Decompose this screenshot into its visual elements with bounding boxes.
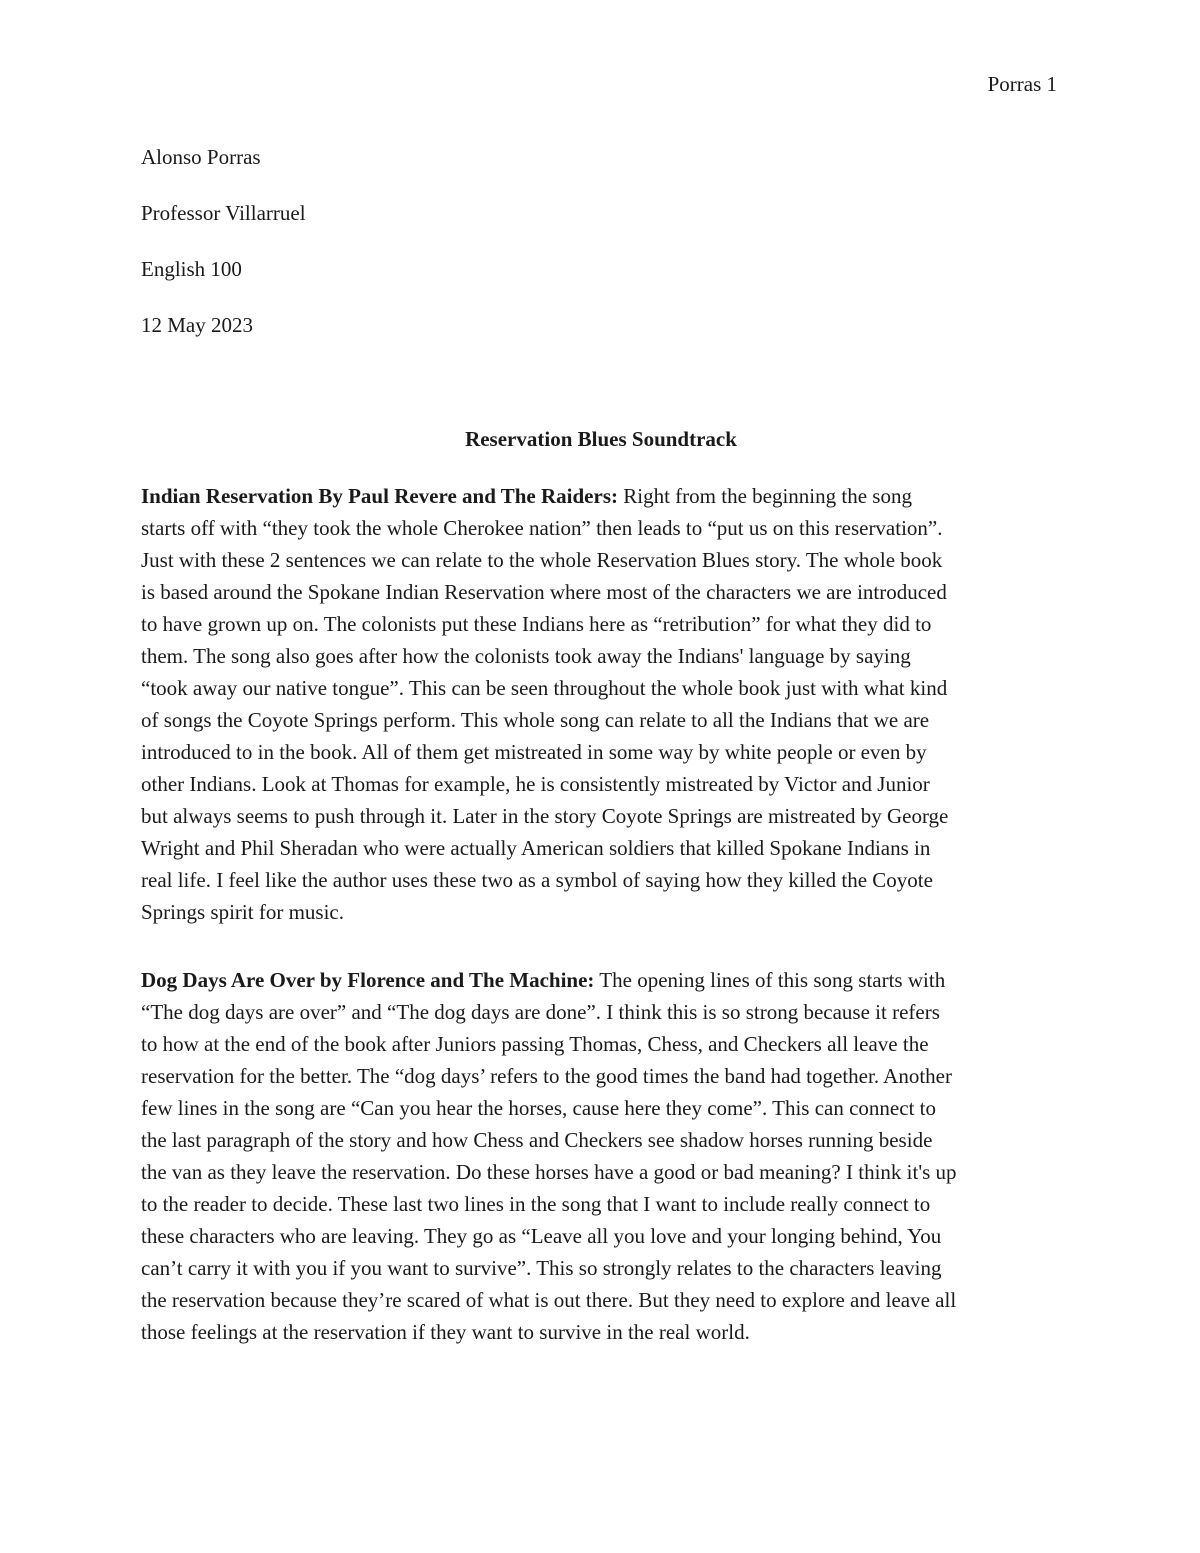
paragraph-line: “took away our native tongue”. This can be seen throughout the whole book just with what kind bbox=[141, 676, 948, 700]
song-heading: Dog Days Are Over by Florence and The Machine: bbox=[141, 968, 595, 992]
paragraph-line: the van as they leave the reservation. Do these horses have a good or bad meaning? I think it's up bbox=[141, 1160, 957, 1184]
paragraph-line: “The dog days are over” and “The dog days are done”. I think this is so strong because it refers bbox=[141, 1000, 940, 1024]
paragraph-line: few lines in the song are “Can you hear the horses, cause here they come”. This can connect to bbox=[141, 1096, 936, 1120]
paragraph-line: is based around the Spokane Indian Reservation where most of the characters we are introduced bbox=[141, 580, 947, 604]
paragraph-line: Just with these 2 sentences we can relate to the whole Reservation Blues story. The whole book bbox=[141, 548, 943, 572]
paragraph-line: the last paragraph of the story and how Chess and Checkers see shadow horses running beside bbox=[141, 1128, 933, 1152]
paragraph-line: of songs the Coyote Springs perform. This whole song can relate to all the Indians that we are bbox=[141, 708, 930, 732]
paragraph-line: to have grown up on. The colonists put these Indians here as “retribution” for what they did to bbox=[141, 612, 932, 636]
running-header: Porras 1 bbox=[987, 72, 1057, 96]
paragraph-line bbox=[141, 480, 1061, 512]
line-text: The opening lines of this song starts with bbox=[594, 968, 946, 992]
instructor-name: Professor Villarruel bbox=[141, 201, 306, 225]
paragraph-line: Springs spirit for music. bbox=[141, 900, 344, 924]
paragraph-line: these characters who are leaving. They go as “Leave all you love and your longing behind, You bbox=[141, 1224, 942, 1248]
paragraph-line: those feelings at the reservation if they want to survive in the real world. bbox=[141, 1320, 750, 1344]
song-heading: Indian Reservation By Paul Revere and The Raiders: bbox=[141, 484, 618, 508]
paragraph-line: reservation for the better. The “dog days’ refers to the good times the band had together. Another bbox=[141, 1064, 952, 1088]
paragraph-line: starts off with “they took the whole Cherokee nation” then leads to “put us on this reservation”. bbox=[141, 516, 943, 540]
paragraph-line: real life. I feel like the author uses these two as a symbol of saying how they killed the Coyote bbox=[141, 868, 933, 892]
paragraph-line: to the reader to decide. These last two lines in the song that I want to include really connect to bbox=[141, 1192, 931, 1216]
paragraph-line: can’t carry it with you if you want to survive”. This so strongly relates to the characters leaving bbox=[141, 1256, 942, 1280]
paragraph-line: them. The song also goes after how the colonists took away the Indians' language by saying bbox=[141, 644, 911, 668]
paragraph-dog-days bbox=[141, 964, 1061, 1348]
document-title: Reservation Blues Soundtrack bbox=[465, 427, 737, 451]
paragraph-line: the reservation because they’re scared of what is out there. But they need to explore and leave all bbox=[141, 1288, 957, 1312]
line-text: Right from the beginning the song bbox=[618, 484, 912, 508]
paragraph-line: other Indians. Look at Thomas for example, he is consistently mistreated by Victor and Junior bbox=[141, 772, 930, 796]
author-name: Alonso Porras bbox=[141, 145, 261, 169]
paragraph-line bbox=[141, 964, 1061, 996]
date-line: 12 May 2023 bbox=[141, 313, 253, 337]
paragraph-indian-reservation bbox=[141, 480, 1061, 928]
course-name: English 100 bbox=[141, 257, 242, 281]
paragraph-line: but always seems to push through it. Later in the story Coyote Springs are mistreated by George bbox=[141, 804, 949, 828]
mla-heading bbox=[141, 143, 1061, 367]
paragraph-line: to how at the end of the book after Juniors passing Thomas, Chess, and Checkers all leave the bbox=[141, 1032, 929, 1056]
paragraph-line: introduced to in the book. All of them get mistreated in some way by white people or even by bbox=[141, 740, 927, 764]
paragraph-line: Wright and Phil Sheradan who were actually American soldiers that killed Spokane Indians in bbox=[141, 836, 931, 860]
